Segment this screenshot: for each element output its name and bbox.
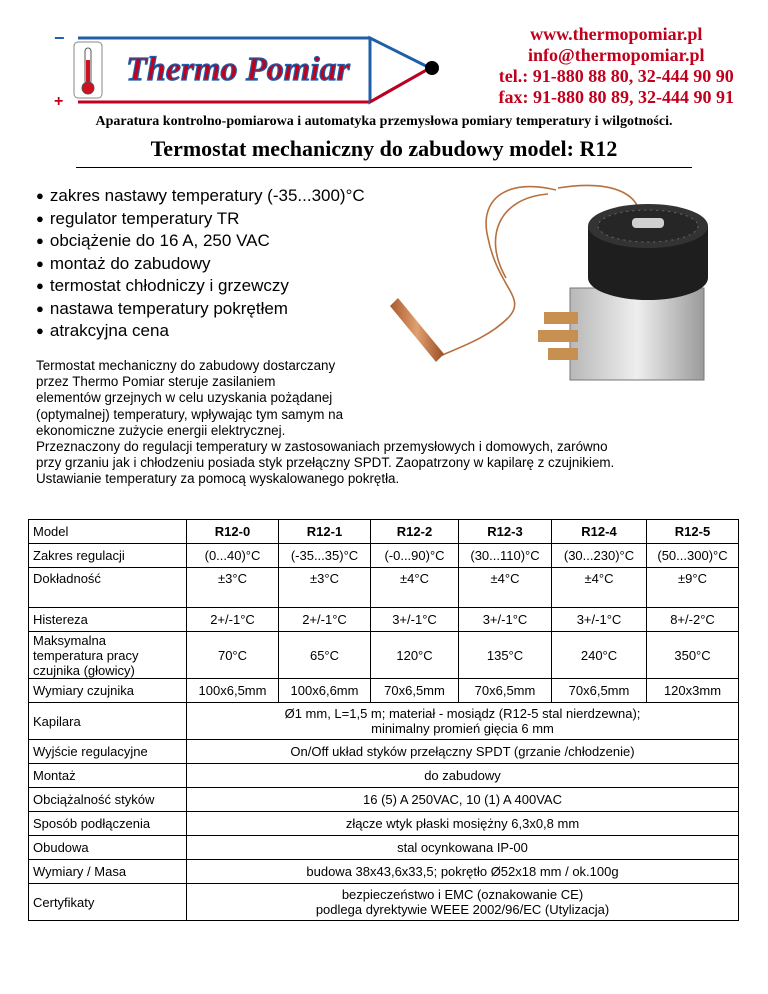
table-row (29, 884, 739, 921)
table-cell: 3+/-1°C (371, 608, 459, 632)
cell-line: Ø1 mm, L=1,5 m; materiał - mosiądz (R12-5 stal nierdzewna); (284, 706, 641, 721)
svg-text:−: − (54, 28, 65, 48)
table-row (29, 703, 739, 740)
table-cell: ±4°C (459, 568, 552, 608)
table-cell: budowa 38x43,6x33,5; pokrętło Ø52x18 mm / ok.100g (187, 860, 739, 884)
company-tagline: Aparatura kontrolno-pomiarowa i automatyka przemysłowa pomiary temperatury i wilgotności. (95, 114, 673, 129)
table-cell: ±3°C (187, 568, 279, 608)
table-header-cell: R12-4 (552, 520, 647, 544)
list-item: ● montaż do zabudowy (36, 253, 365, 276)
table-cell: (0...40)°C (187, 544, 279, 568)
row-label: Histereza (29, 608, 187, 632)
list-item: ● obciążenie do 16 A, 250 VAC (36, 230, 365, 253)
website-link[interactable]: www.thermopomiar.pl (530, 24, 703, 44)
thermo-pomiar-logo (40, 28, 450, 110)
row-label: Certyfikaty (29, 884, 187, 921)
table-row (29, 860, 739, 884)
list-item: ● regulator temperatury TR (36, 208, 365, 231)
table-cell: (-35...35)°C (279, 544, 371, 568)
table-cell: stal ocynkowana IP-00 (187, 836, 739, 860)
list-item: ● nastawa temperatury pokrętłem (36, 298, 365, 321)
description-line: przy grzaniu jak i chłodzeniu posiada styk przełączny SPDT. Zaopatrzony w kapilarę z czujnikiem. (36, 455, 615, 471)
table-row (29, 740, 739, 764)
description-line: Ustawianie temperatury za pomocą wyskalowanego pokrętła. (36, 471, 400, 487)
table-cell (187, 884, 739, 921)
row-label: Kapilara (29, 703, 187, 740)
row-label: Dokładność (29, 568, 187, 608)
email-link[interactable]: info@thermopomiar.pl (527, 45, 705, 65)
cell-line: minimalny promień gięcia 6 mm (371, 721, 554, 736)
table-cell: 135°C (459, 632, 552, 679)
table-cell: 8+/-2°C (647, 608, 739, 632)
table-row (29, 679, 739, 703)
contact-block (499, 24, 734, 108)
table-header-cell: R12-3 (459, 520, 552, 544)
phone-number: tel.: 91-880 88 80, 32-444 90 90 (498, 66, 734, 86)
table-cell: 70°C (187, 632, 279, 679)
table-cell: 16 (5) A 250VAC, 10 (1) A 400VAC (187, 788, 739, 812)
specification-table (28, 519, 739, 921)
title-underline (76, 167, 692, 168)
table-cell: 120°C (371, 632, 459, 679)
page-title: Termostat mechaniczny do zabudowy model: R12 (150, 136, 618, 161)
table-cell: 100x6,5mm (187, 679, 279, 703)
table-cell: 2+/-1°C (279, 608, 371, 632)
list-item: ● zakres nastawy temperatury (-35...300)°C (36, 185, 365, 208)
table-cell: ±4°C (371, 568, 459, 608)
table-row (29, 632, 739, 679)
table-cell: ±4°C (552, 568, 647, 608)
table-row (29, 568, 739, 608)
row-label: Wymiary czujnika (29, 679, 187, 703)
row-label: Zakres regulacji (29, 544, 187, 568)
table-cell: 2+/-1°C (187, 608, 279, 632)
table-cell: On/Off układ styków przełączny SPDT (grzanie /chłodzenie) (187, 740, 739, 764)
brand-wordmark: Thermo Pomiar (126, 51, 350, 88)
table-row (29, 788, 739, 812)
table-cell: 350°C (647, 632, 739, 679)
table-header-cell: R12-0 (187, 520, 279, 544)
table-cell: 70x6,5mm (371, 679, 459, 703)
description-line: przez Thermo Pomiar steruje zasilaniem (36, 374, 276, 390)
table-row (29, 836, 739, 860)
table-cell: 3+/-1°C (552, 608, 647, 632)
table-cell: 3+/-1°C (459, 608, 552, 632)
row-label: Wyjście regulacyjne (29, 740, 187, 764)
description-line: Przeznaczony do regulacji temperatury w zastosowaniach przemysłowych i domowych, zarówno (36, 439, 608, 455)
table-cell: 70x6,5mm (552, 679, 647, 703)
table-row (29, 544, 739, 568)
table-header-cell: R12-2 (371, 520, 459, 544)
table-cell: (50...300)°C (647, 544, 739, 568)
list-item: ● termostat chłodniczy i grzewczy (36, 275, 365, 298)
cell-line: bezpieczeństwo i EMC (oznakowanie CE) (341, 887, 584, 902)
row-label: Maksymalna temperatura pracy czujnika (głowicy) (29, 632, 187, 679)
table-cell: 100x6,6mm (279, 679, 371, 703)
table-header-cell: Model (29, 520, 187, 544)
cell-line: podlega dyrektywie WEEE 2002/96/EC (Utylizacja) (315, 902, 610, 917)
table-header-row (29, 520, 739, 544)
table-cell: 240°C (552, 632, 647, 679)
table-cell: (-0...90)°C (371, 544, 459, 568)
table-cell: (30...230)°C (552, 544, 647, 568)
table-header-cell: R12-5 (647, 520, 739, 544)
description-line: elementów grzejnych w celu uzyskania pożądanej (36, 390, 333, 406)
table-cell: 70x6,5mm (459, 679, 552, 703)
row-label: Montaż (29, 764, 187, 788)
row-label: Obciążalność styków (29, 788, 187, 812)
table-cell: złącze wtyk płaski mosiężny 6,3x0,8 mm (187, 812, 739, 836)
table-cell: ±9°C (647, 568, 739, 608)
thermometer-icon (74, 42, 102, 98)
table-cell: 120x3mm (647, 679, 739, 703)
row-label: Sposób podłączenia (29, 812, 187, 836)
table-cell: ±3°C (279, 568, 371, 608)
row-label: Obudowa (29, 836, 187, 860)
table-cell (187, 703, 739, 740)
table-row (29, 608, 739, 632)
description-line: ekonomiczne zużycie energii elektrycznej. (36, 422, 286, 438)
table-header-cell: R12-1 (279, 520, 371, 544)
description-line: Termostat mechaniczny do zabudowy dostarczany (36, 358, 336, 373)
table-cell: (30...110)°C (459, 544, 552, 568)
table-cell: do zabudowy (187, 764, 739, 788)
feature-list (36, 185, 365, 343)
description-line: (optymalnej) temperatury, wpływając tym samym na (36, 406, 344, 422)
fax-number: fax: 91-880 80 89, 32-444 90 91 (498, 87, 734, 107)
list-item: ● atrakcyjna cena (36, 320, 365, 343)
row-label: Wymiary / Masa (29, 860, 187, 884)
product-description (36, 358, 736, 488)
table-row (29, 812, 739, 836)
table-cell: 65°C (279, 632, 371, 679)
svg-text:+: + (54, 93, 64, 110)
table-row (29, 764, 739, 788)
